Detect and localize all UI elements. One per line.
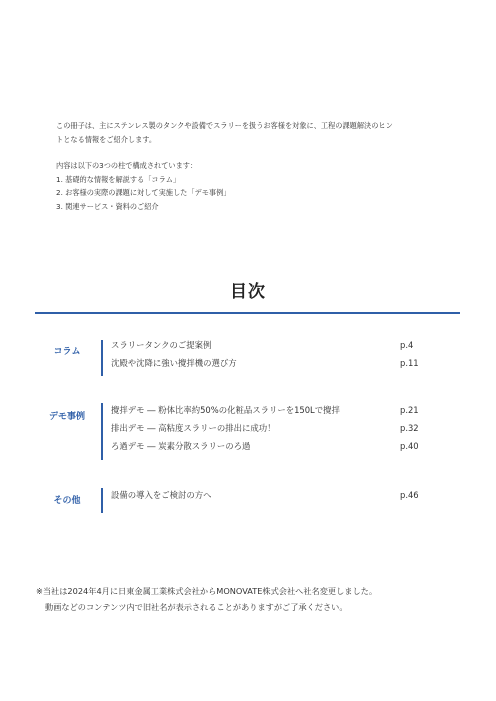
- toc-entry[interactable]: [111, 487, 451, 503]
- toc-entry-title: 排出デモ ― 高粘度スラリーの排出に成功！: [111, 423, 276, 433]
- intro-line: 内容は以下の3つの柱で構成されています：: [56, 161, 198, 170]
- intro-list-item: 2. お客様の実際の課題に対して実施した「デモ事例」: [56, 188, 231, 197]
- section-bar: [101, 403, 103, 460]
- toc-entry-title: スラリータンクのご提案例: [111, 340, 212, 350]
- toc-entry[interactable]: [111, 438, 451, 454]
- toc-entry[interactable]: [111, 337, 451, 353]
- toc-entry-page: p.32: [400, 423, 419, 433]
- note-line: ※当社は2024年4月に日東金属工業株式会社からMONOVATE株式会社へ社名変更しました。: [36, 586, 378, 596]
- toc-entry[interactable]: [111, 420, 451, 436]
- toc-entry-title: ろ過デモ ― 炭素分散スラリーのろ過: [111, 441, 251, 451]
- note-line: 動画などのコンテンツ内で旧社名が表示されることがありますがご了承ください。: [45, 602, 348, 612]
- toc-title: 目次: [230, 282, 266, 302]
- toc-entry-page: p.11: [400, 358, 419, 368]
- intro-line: トとなる情報をご紹介します。: [56, 134, 157, 144]
- section-label: その他: [53, 496, 81, 506]
- toc-entry[interactable]: [111, 355, 451, 371]
- intro-list-item: 1. 基礎的な情報を解説する「コラム」: [56, 174, 181, 184]
- section-label: デモ事例: [48, 412, 85, 422]
- toc-entry-title: 攪拌デモ ― 粉体比率約50%の化粧品スラリーを150Lで攪拌: [111, 405, 340, 415]
- intro-line: この冊子は、主にステンレス製のタンクや設備でスラリーを扱うお客様を対象に、工程の課題解決のヒン: [56, 121, 393, 130]
- section-bar: [101, 340, 103, 376]
- section-label: コラム: [53, 347, 81, 357]
- section-bar: [101, 488, 103, 513]
- toc-entry-title: 沈殿や沈降に強い攪拌機の選び方: [111, 358, 237, 368]
- toc-entry-page: p.4: [400, 340, 414, 350]
- company-name-change-note: [36, 583, 476, 615]
- toc-entry-page: p.46: [400, 490, 419, 500]
- toc-divider: [35, 312, 460, 314]
- toc-entry-page: p.21: [400, 405, 419, 415]
- toc-entry-page: p.40: [400, 441, 419, 451]
- toc-entry-title: 設備の導入をご検討の方へ: [111, 490, 212, 500]
- intro-list-item: 3. 関連サービス・資料のご紹介: [56, 201, 159, 211]
- toc-entry[interactable]: [111, 402, 451, 418]
- intro-text: [56, 119, 456, 213]
